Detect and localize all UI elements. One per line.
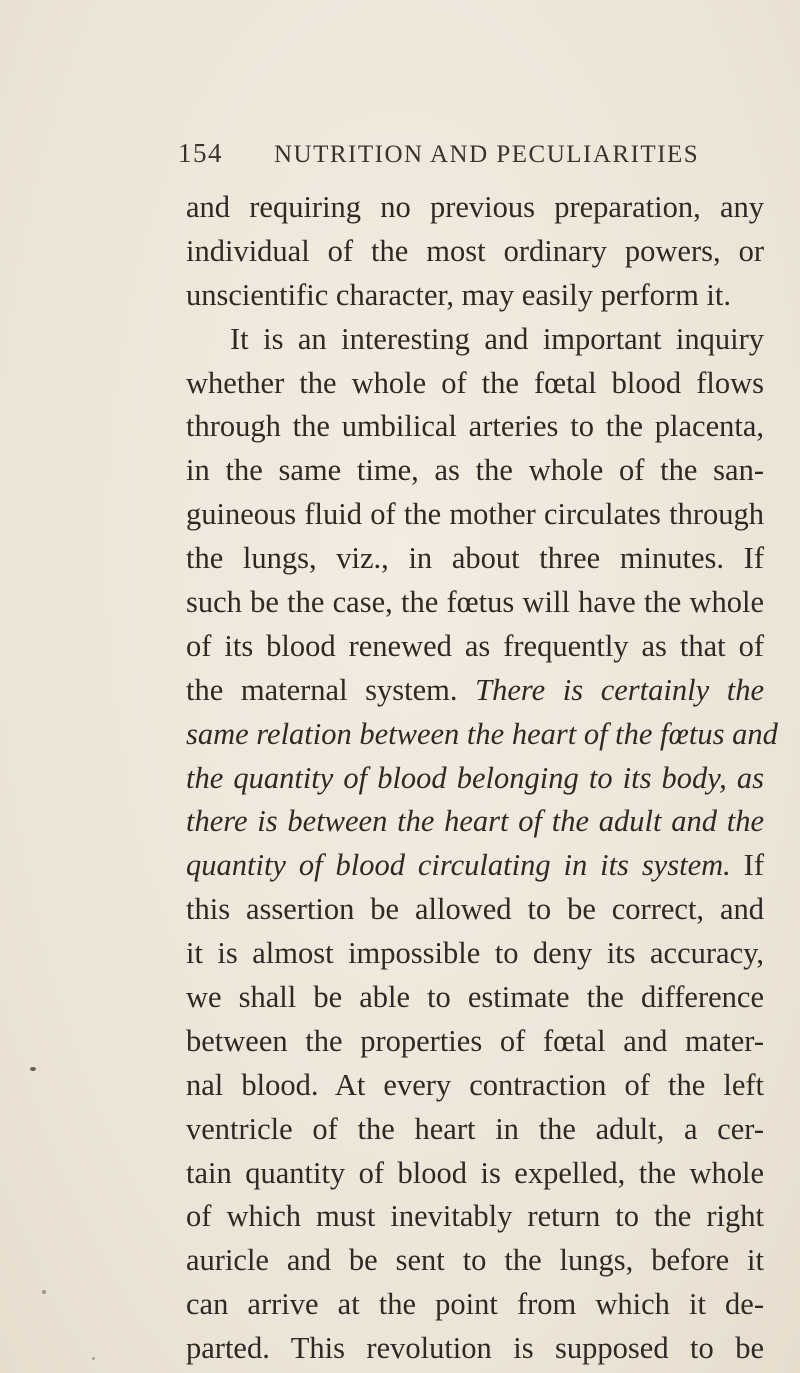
text-line: individual of the most ordinary powers, or	[186, 233, 764, 268]
text-line: it is almost impossible to deny its accuracy,	[186, 936, 764, 971]
text-line: It is an interesting and important inquiry	[230, 321, 764, 356]
roman-segment: If	[743, 848, 764, 883]
page-number: 154	[178, 138, 223, 168]
paper-speck	[92, 1357, 95, 1360]
text-line: through the umbilical arteries to the placenta,	[186, 409, 764, 444]
text-line-italic: same relation between the heart of the fœtus and	[186, 716, 778, 751]
text-line-mixed	[186, 669, 764, 713]
italic-segment: There is certainly the	[475, 672, 764, 707]
text-line: tain quantity of blood is expelled, the whole	[186, 1155, 764, 1190]
chapter-title: NUTRITION AND PECULIARITIES	[274, 141, 700, 168]
running-head	[178, 138, 778, 178]
text-line: such be the case, the fœtus will have the whole	[186, 585, 764, 620]
text-line-italic: the quantity of blood belonging to its body, as	[186, 760, 764, 795]
body-text	[186, 186, 778, 1371]
text-line: whether the whole of the fœtal blood flows	[186, 365, 764, 400]
text-line: we shall be able to estimate the difference	[186, 980, 764, 1015]
text-line-mixed	[186, 844, 764, 888]
text-line: guineous fluid of the mother circulates through	[186, 497, 764, 532]
text-line: nal blood. At every contraction of the left	[186, 1067, 764, 1102]
text-line: ventricle of the heart in the adult, a cer-	[186, 1111, 764, 1146]
text-line: in the same time, as the whole of the san-	[186, 453, 764, 488]
text-line: unscientific character, may easily perform it.	[186, 277, 731, 312]
text-line-italic: there is between the heart of the adult and the	[186, 804, 764, 839]
italic-segment: quantity of blood circulating in its system.	[186, 848, 744, 883]
text-line: auricle and be sent to the lungs, before it	[186, 1243, 764, 1278]
text-line: the lungs, viz., in about three minutes. If	[186, 541, 764, 576]
text-line: can arrive at the point from which it de-	[186, 1287, 764, 1322]
text-line: between the properties of fœtal and mater-	[186, 1023, 764, 1058]
paper-speck	[42, 1290, 46, 1294]
paper-speck	[30, 1067, 36, 1071]
text-line: of which must inevitably return to the right	[186, 1199, 764, 1234]
text-line: parted. This revolution is supposed to be	[186, 1331, 764, 1366]
text-line: of its blood renewed as frequently as that of	[186, 628, 764, 663]
roman-segment: the maternal system.	[186, 672, 476, 707]
text-line: this assertion be allowed to be correct, and	[186, 892, 764, 927]
text-line: and requiring no previous preparation, any	[186, 190, 764, 224]
